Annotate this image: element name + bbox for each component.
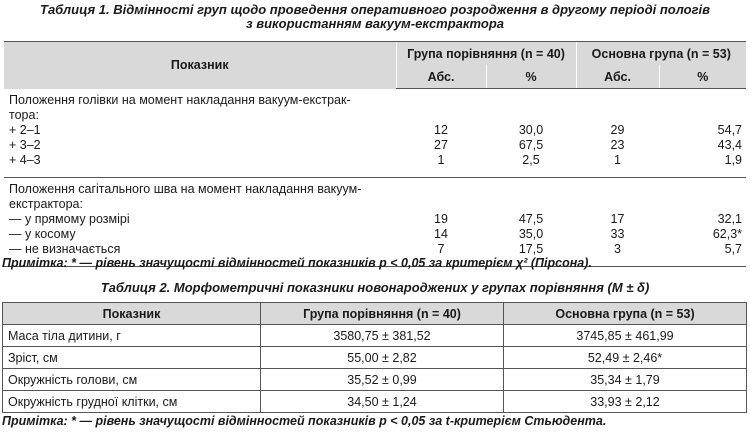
table2-header-group-main: Основна група (n = 53) xyxy=(504,303,747,325)
row-label: Зріст, см xyxy=(3,347,261,369)
cell-value: 1 xyxy=(437,153,445,167)
cell-value: 3 xyxy=(614,242,621,256)
table1-col-pct2 xyxy=(659,89,746,178)
cell-value: 55,00 ± 2,82 xyxy=(261,347,504,369)
table1-caption-line2: з використанням вакуум-екстрактора xyxy=(246,16,504,31)
table1-header-pct: % xyxy=(659,65,746,89)
table1-header-abs: Абс. xyxy=(396,65,486,89)
table-row xyxy=(3,325,747,347)
cell-value: 2,5 xyxy=(522,153,540,167)
cell-value: 17,5 xyxy=(518,242,544,256)
table1-col-pct1 xyxy=(486,89,576,178)
table1 xyxy=(4,41,746,267)
table-row xyxy=(3,369,747,391)
cell-value: 43,4 xyxy=(717,138,743,152)
table1-col-abs1 xyxy=(396,89,486,178)
row-label: Окружність грудної клітки, см xyxy=(3,391,261,413)
table2-note: Примітка: * — рівень значущості відмінностей показників р < 0,05 за t-критерієм Стьюдента. xyxy=(2,414,607,428)
table2-caption: Таблиця 2. Морфометричні показники новонароджених у групах порівняння (M ± δ) xyxy=(100,280,650,295)
table1-block-labels xyxy=(4,178,396,267)
cell-value: 17 xyxy=(610,212,625,226)
table1-col-abs2 xyxy=(576,89,659,178)
cell-value: 35,34 ± 1,79 xyxy=(504,369,747,391)
row-label: + 4–3 xyxy=(9,152,41,167)
table-row xyxy=(3,391,747,413)
cell-value: 34,50 ± 1,24 xyxy=(261,391,504,413)
cell-value: 54,7 xyxy=(717,123,743,137)
block-title: тора: xyxy=(9,107,39,122)
cell-value: 27 xyxy=(434,138,448,152)
row-label: + 3–2 xyxy=(9,137,41,152)
table1-header-group-comparison: Група порівняння (n = 40) xyxy=(396,42,576,66)
cell-value: 19 xyxy=(434,212,448,226)
cell-value: 32,1 xyxy=(717,212,743,226)
cell-value: 12 xyxy=(434,123,448,137)
cell-value: 3745,85 ± 461,99 xyxy=(504,325,747,347)
cell-value: 23 xyxy=(610,138,625,152)
cell-value: 33,93 ± 2,12 xyxy=(504,391,747,413)
cell-value: 30,0 xyxy=(518,123,544,137)
table2-header-indicator: Показник xyxy=(3,303,261,325)
cell-value: 29 xyxy=(610,123,625,137)
table1-col-abs2 xyxy=(576,178,659,267)
table1-caption-line1: Таблиця 1. Відмінності груп щодо проведення оперативного розродження в другому періоді пологів xyxy=(40,2,710,17)
row-label: — у прямому розмірі xyxy=(9,212,130,226)
row-label: — у косому xyxy=(9,227,76,241)
cell-value: 3580,75 ± 381,52 xyxy=(261,325,504,347)
row-label: — не визначається xyxy=(9,242,121,256)
table2-header-group-comparison: Група порівняння (n = 40) xyxy=(261,303,504,325)
table2-header-row xyxy=(3,303,747,325)
table1-block-head-position xyxy=(4,89,746,178)
table1-caption xyxy=(0,3,750,31)
cell-value: 1 xyxy=(614,153,621,167)
cell-value: 1,9 xyxy=(724,153,743,167)
row-label: Окружність голови, см xyxy=(3,369,261,391)
cell-value: 47,5 xyxy=(518,212,544,226)
table1-note: Примітка: * — рівень значущості відмінностей показників р < 0,05 за критерієм χ² (Пірсона). xyxy=(2,256,592,270)
row-label: Маса тіла дитини, г xyxy=(3,325,261,347)
table1-col-abs1 xyxy=(396,178,486,267)
table1-col-pct1 xyxy=(486,178,576,267)
row-label: + 2–1 xyxy=(9,122,41,137)
cell-value: 35,0 xyxy=(518,227,544,241)
cell-value: 5,7 xyxy=(724,242,743,256)
table-row xyxy=(3,347,747,369)
cell-value: 33 xyxy=(610,227,625,241)
cell-value: 62,3* xyxy=(712,227,743,241)
table1-col-pct2 xyxy=(659,178,746,267)
table1-header-pct: % xyxy=(486,65,576,89)
cell-value: 7 xyxy=(437,242,445,256)
table2 xyxy=(2,302,747,413)
block-title: Положення сагітального шва на момент накладання вакуум- xyxy=(9,182,362,196)
block-title: Положення голівки на момент накладання вакуум-екстрак- xyxy=(9,92,351,107)
block-title: екстрактора: xyxy=(9,197,83,211)
cell-value: 35,52 ± 0,99 xyxy=(261,369,504,391)
table1-block-sagittal-suture xyxy=(4,178,746,267)
cell-value: 14 xyxy=(434,227,448,241)
table1-header-group-main: Основна група (n = 53) xyxy=(576,42,746,66)
cell-value: 67,5 xyxy=(518,138,544,152)
table1-block-labels xyxy=(4,89,396,178)
table1-header-indicator: Показник xyxy=(4,42,396,89)
cell-value: 52,49 ± 2,46* xyxy=(504,347,747,369)
table1-header-abs: Абс. xyxy=(576,65,659,89)
